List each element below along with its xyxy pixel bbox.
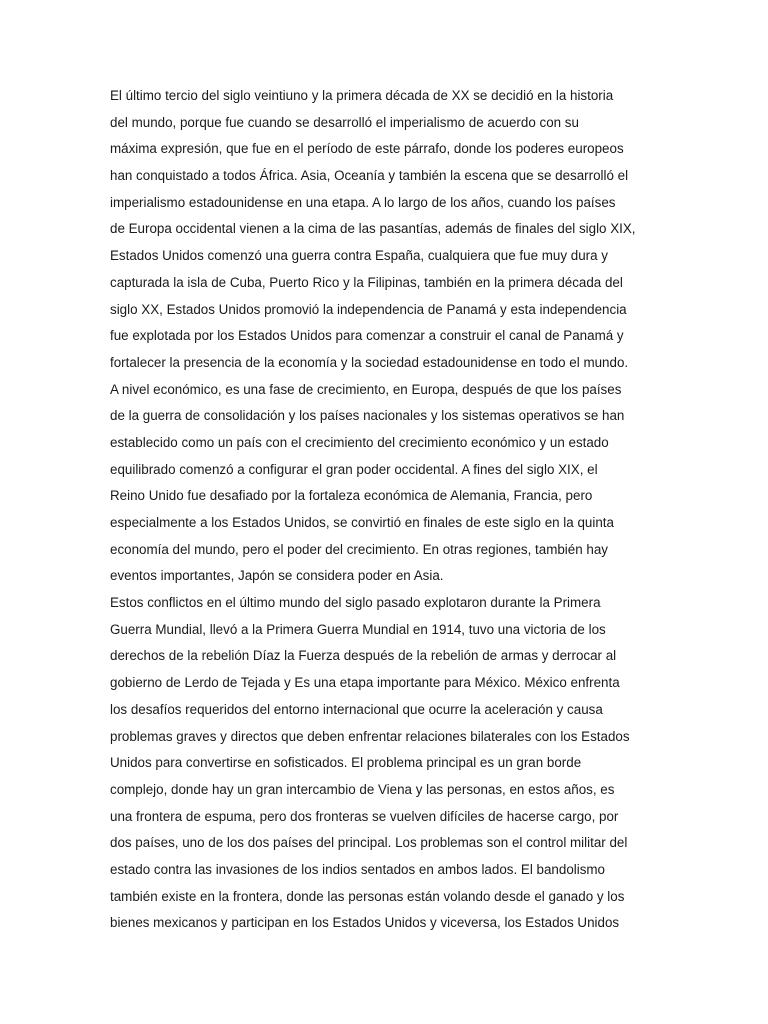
text-line: complejo, donde hay un gran intercambio de Viena y las personas, en estos años, es bbox=[110, 781, 615, 797]
text-line: A nivel económico, es una fase de crecimiento, en Europa, después de que los países bbox=[110, 381, 622, 397]
text-line: de Europa occidental vienen a la cima de las pasantías, además de finales del siglo XIX, bbox=[110, 221, 636, 237]
text-line: Estos conflictos en el último mundo del siglo pasado explotaron durante la Primera bbox=[110, 595, 601, 611]
text-line: estado contra las invasiones de los indios sentados en ambos lados. El bandolismo bbox=[110, 861, 606, 877]
text-line: siglo XX, Estados Unidos promovió la independencia de Panamá y esta independencia bbox=[110, 301, 627, 317]
text-line: dos países, uno de los dos países del principal. Los problemas son el control militar del bbox=[110, 835, 628, 851]
text-line: especialmente a los Estados Unidos, se convirtió en finales de este siglo en la quinta bbox=[110, 515, 614, 530]
text-line: Reino Unido fue desafiado por la fortaleza económica de Alemania, Francia, pero bbox=[110, 488, 593, 504]
text-line: imperialismo estadounidense en una etapa. A lo largo de los años, cuando los países bbox=[110, 194, 616, 210]
text-line: establecido como un país con el crecimiento del crecimiento económico y un estado bbox=[110, 434, 609, 450]
text-line: gobierno de Lerdo de Tejada y Es una etapa importante para México. México enfrenta bbox=[110, 675, 620, 691]
text-line: derechos de la rebelión Díaz la Fuerza después de la rebelión de armas y derrocar al bbox=[110, 648, 617, 664]
text-line: capturada la isla de Cuba, Puerto Rico y la Filipinas, también en la primera década del bbox=[110, 274, 623, 290]
text-line: economía del mundo, pero el poder del crecimiento. En otras regiones, también hay bbox=[110, 541, 608, 557]
text-line: una frontera de espuma, pero dos fronteras se vuelven difíciles de hacerse cargo, por bbox=[110, 808, 619, 824]
text-line: han conquistado a todos África. Asia, Oceanía y también la escena que se desarrolló el bbox=[110, 168, 629, 184]
text-line: del mundo, porque fue cuando se desarrolló el imperialismo de acuerdo con su bbox=[110, 114, 579, 130]
text-line: Estados Unidos comenzó una guerra contra España, cualquiera que fue muy dura y bbox=[110, 248, 608, 264]
text-line: también existe en la frontera, donde las personas están volando desde el ganado y los bbox=[110, 888, 625, 904]
text-line: bienes mexicanos y participan en los Estados Unidos y viceversa, los Estados Unidos bbox=[110, 915, 620, 931]
text-line: equilibrado comenzó a configurar el gran poder occidental. A fines del siglo XIX, el bbox=[110, 461, 598, 477]
body-text bbox=[110, 83, 670, 937]
text-line: eventos importantes, Japón se considera poder en Asia. bbox=[110, 568, 444, 584]
text-line: problemas graves y directos que deben enfrentar relaciones bilaterales con los Estados bbox=[110, 728, 630, 744]
text-line: El último tercio del siglo veintiuno y la primera década de XX se decidió en la historia bbox=[110, 88, 614, 103]
text-line: máxima expresión, que fue en el período de este párrafo, donde los poderes europeos bbox=[110, 141, 624, 157]
text-line: fue explotada por los Estados Unidos para comenzar a construir el canal de Panamá y bbox=[110, 328, 624, 344]
text-line: los desafíos requeridos del entorno internacional que ocurre la aceleración y causa bbox=[110, 701, 603, 717]
text-line: Guerra Mundial, llevó a la Primera Guerra Mundial en 1914, tuvo una victoria de los bbox=[110, 621, 606, 637]
text-line: de la guerra de consolidación y los países nacionales y los sistemas operativos se han bbox=[110, 408, 625, 424]
text-line: Unidos para convertirse en sofisticados. El problema principal es un gran borde bbox=[110, 755, 582, 771]
text-line: fortalecer la presencia de la economía y la sociedad estadounidense en todo el mundo. bbox=[110, 354, 629, 370]
